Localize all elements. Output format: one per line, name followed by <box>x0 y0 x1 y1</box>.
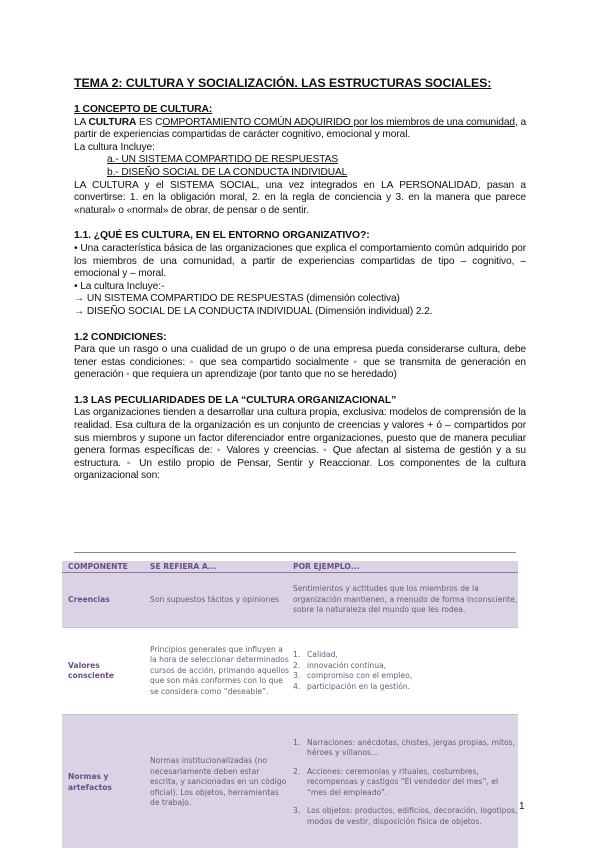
list-item-a: a.- UN SISTEMA COMPARTIDO DE RESPUESTAS <box>107 154 339 166</box>
section-1-paragraph-2: LA CULTURA y el SISTEMA SOCIAL, una vez integrados en LA PERSONALIDAD, pasan a convertirse: 1. en la obligación moral, 2. en la regla de conciencia y 3. en la manera que parece «natural» o «normal» de obrar, de pensar o de sentir. <box>74 179 526 216</box>
list-text: compromiso con el empleo, <box>307 671 413 680</box>
example-cell <box>289 628 518 714</box>
section-1-includes: La cultura Incluye: <box>74 141 155 153</box>
list-number: 1. <box>293 650 301 659</box>
list-number: 2. <box>293 660 301 670</box>
example-cell <box>289 573 518 627</box>
header-cell: COMPONENTE <box>68 562 128 571</box>
section-1-1-heading: 1.1. ¿QUÉ ES CULTURA, EN EL ENTORNO ORGANIZATIVO?: <box>74 230 370 242</box>
components-table <box>62 561 518 848</box>
component-cell: Creencias <box>68 594 110 604</box>
page-title: TEMA 2: CULTURA Y SOCIALIZACIÓN. LAS ESTRUCTURAS SOCIALES: <box>74 76 492 90</box>
section-1-paragraph <box>74 117 526 142</box>
list-text: Narraciones: anécdotas, chistes, jergas propias, mitos, héroes y villanos... <box>307 737 516 758</box>
header-cell: POR EJEMPLO... <box>293 562 360 571</box>
list-text: Acciones: ceremonias y rituales, costumbres, recompensas y castigos “El vendedor del mes”, el “mes del empleado”. <box>307 766 499 797</box>
text-run: ES C <box>136 116 163 128</box>
document-body <box>74 76 526 483</box>
component-cell: Normas y artefactos <box>68 772 112 792</box>
list-text: Los objetos: productos, edificios, decoración, logotipos, modos de vestir, disposición física de objetos. <box>307 806 518 826</box>
table-row <box>62 628 518 715</box>
section-1-2-heading: 1.2 CONDICIONES: <box>74 331 167 343</box>
list-text: Calidad, <box>307 650 338 659</box>
list-item <box>293 650 518 661</box>
table-header <box>62 561 518 573</box>
list-number: 2. <box>293 766 301 776</box>
spacer <box>293 798 518 806</box>
section-1-2-paragraph: Para que un rasgo o una cualidad de un grupo o de una empresa pueda considerarse cultura, debe tener estas condiciones: ◦ que sea compartido socialmente ◦ que se transmita de generación en generación ◦ que requiera un aprendizaje (por tanto que no se heredado) <box>74 344 526 381</box>
page-number: 1 <box>519 801 525 812</box>
list-item-b: b.- DISEÑO SOCIAL DE LA CONDUCTA INDIVIDUAL <box>107 166 348 178</box>
divider <box>74 552 516 553</box>
section-1-1-paragraph: • Una característica básica de las organizaciones que explica el comportamiento común adquirido por los miembros de una comunidad, a partir de experiencias compartidas de tipo – cognitivo, – emocional y – moral. <box>74 242 526 280</box>
table-row <box>62 715 518 848</box>
list-number: 4. <box>293 681 301 691</box>
text-underlined: OMPORTAMIENTO COMÚN ADQUIRIDO por los miembros de una comunidad, <box>162 116 518 128</box>
header-cell: SE REFIERA A... <box>150 562 217 571</box>
text-run: LA <box>74 116 89 128</box>
list-item <box>293 661 518 672</box>
refers-cell: Principios generales que influyen a la hora de seleccionar determinados cursos de acción, primando aquellos que son más conformes con lo que se considera como “deseable”. <box>150 644 289 696</box>
spacer <box>293 759 518 767</box>
table-row <box>62 573 518 628</box>
list-number: 3. <box>293 806 301 816</box>
section-1-heading: 1 CONCEPTO DE CULTURA: <box>74 104 213 115</box>
text-run: a partir de experiencias compartidas de carácter cognitivo, emocional y moral. <box>74 116 527 141</box>
list-item <box>293 767 518 799</box>
component-cell: Valores consciente <box>68 660 115 680</box>
refers-cell: Normas institucionalizadas (no necesariamente deben estar escrita, y sancionadas en un código oficial). Los objetos, herramientas de trabajo. <box>150 756 287 808</box>
section-1-1-arrow-item: → UN SISTEMA COMPARTIDO DE RESPUESTAS (dimensión colectiva) <box>74 293 400 305</box>
section-1-1-bullet: • La cultura Incluye:- <box>74 280 165 292</box>
list-item <box>293 682 518 693</box>
list-item <box>293 806 518 827</box>
list-number: 1. <box>293 737 301 747</box>
list-text: participación en la gestión. <box>307 681 411 691</box>
list-item <box>293 671 518 682</box>
section-1-3-heading: 1.3 LAS PECULIARIDADES DE LA “CULTURA ORGANIZACIONAL” <box>74 394 397 406</box>
refers-cell: Son supuestos tácitos y opiniones <box>150 594 280 604</box>
section-1-3-paragraph: Las organizaciones tienden a desarrollar una cultura propia, exclusiva: modelos de comprensión de la realidad. Esa cultura de la organización es un conjunto de creencias y valores + ó – compartidos por sus miembros y supone un factor diferenciador entre organizaciones, puesto que de manera peculiar genera formas específicas de: ◦ Valores y creencias. ◦ Que afectan al sistema de gestión y a su estructura. ◦ Un estilo propio de Pensar, Sentir y Reaccionar. Los componentes de la cultura organizacional son: <box>74 407 526 482</box>
list-number: 3. <box>293 671 301 680</box>
list-item <box>293 738 518 759</box>
text-bold-cultura: CULTURA <box>88 116 137 128</box>
example-cell <box>289 715 518 848</box>
section-1-1-arrow-item: → DISEÑO SOCIAL DE LA CONDUCTA INDIVIDUAL (Dimensión individual) 2.2. <box>74 305 433 317</box>
example-text: Sentimientos y actitudes que los miembros de la organización mantienen, a menudo de forma inconsciente, sobre la naturaleza del mundo que les rodea. <box>293 584 518 615</box>
list-text: innovación continua, <box>307 660 387 670</box>
